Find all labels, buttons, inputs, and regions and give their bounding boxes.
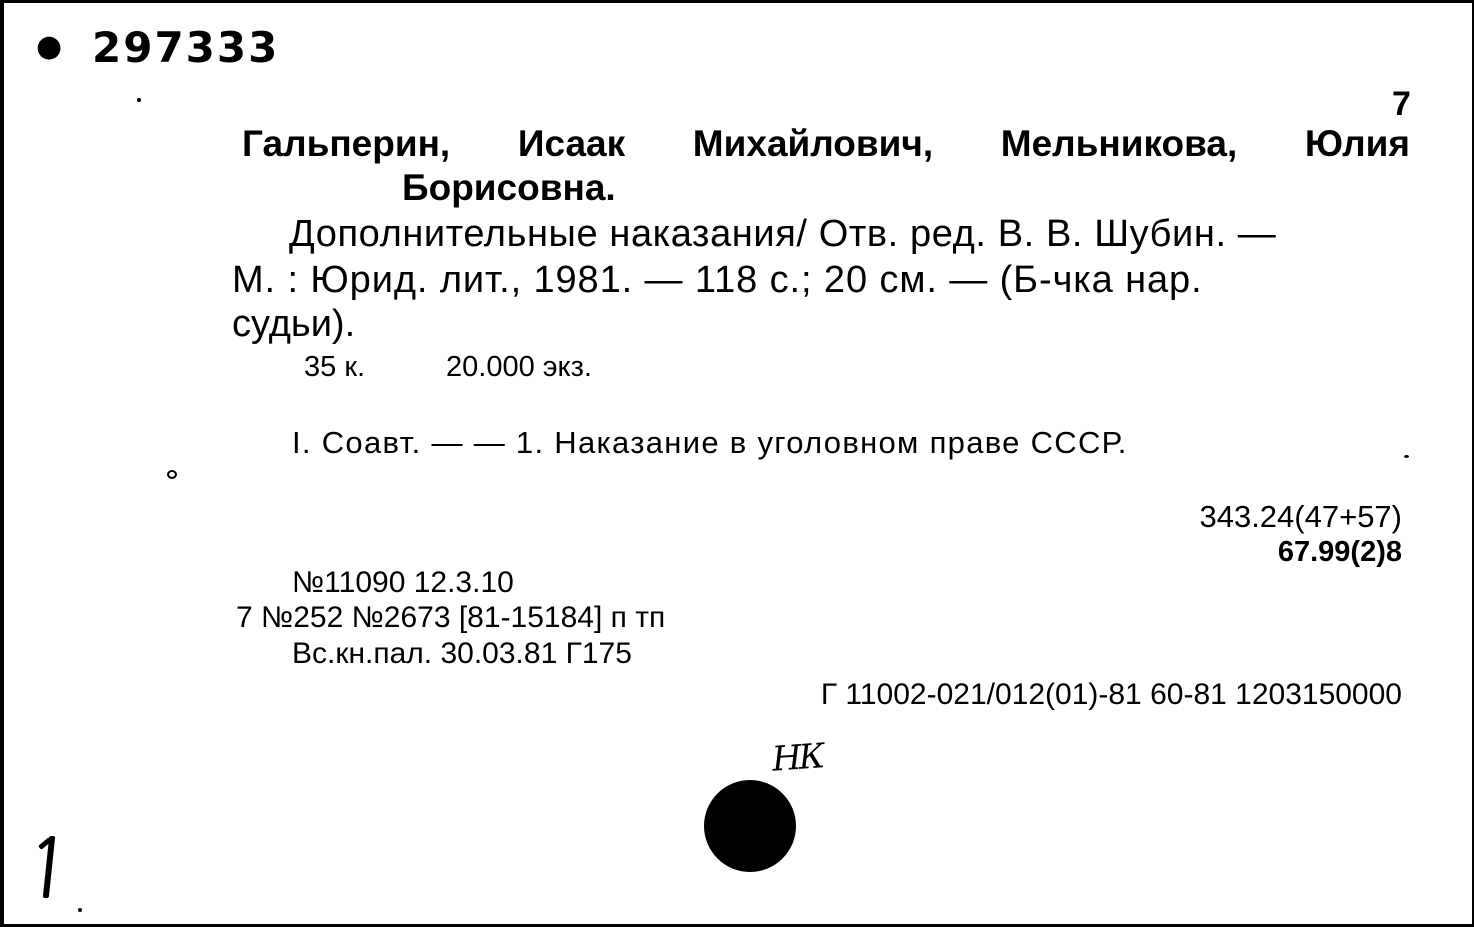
price: 35 к. xyxy=(304,351,366,383)
punch-hole xyxy=(704,780,796,872)
class-number-2: 67.99(2)8 xyxy=(1277,536,1402,568)
tracings: I. Соавт. — — 1. Наказание в уголовном праве СССР. xyxy=(292,425,1128,460)
author-heading-cont: Борисовна. xyxy=(402,167,616,208)
author-word: Гальперин, xyxy=(242,123,451,164)
author-word: Мельникова, xyxy=(1000,123,1238,164)
author-word: Исаак xyxy=(517,123,626,164)
speck xyxy=(78,908,82,912)
registry-line: Вс.кн.пал. 30.03.81 Г175 xyxy=(292,637,632,670)
author-word: Юлия xyxy=(1304,123,1410,164)
speck xyxy=(1404,455,1409,458)
speck xyxy=(167,470,177,479)
card-number: 297333 xyxy=(92,23,280,72)
title-line-3: судьи). xyxy=(232,303,356,345)
service-line: 7 №252 №2673 [81-15184] п тп xyxy=(236,601,666,634)
corner-number: 7 xyxy=(1392,85,1411,123)
copies: 20.000 экз. xyxy=(446,351,592,383)
stamp-mark: ● xyxy=(36,29,63,64)
order-line: №11090 12.3.10 xyxy=(292,566,514,599)
handwritten-initials: НК xyxy=(770,736,824,780)
title-line-2: М. : Юрид. лит., 1981. — 118 с.; 20 см. — (Б-чка нар. xyxy=(232,259,1203,301)
author-word: Михайлович, xyxy=(692,123,934,164)
speck xyxy=(137,98,141,102)
author-heading xyxy=(242,123,1410,165)
title-line-1: Дополнительные наказания/ Отв. ред. В. В. Шубин. — xyxy=(289,213,1277,255)
code-line: Г 11002-021/012(01)-81 60-81 1203150000 xyxy=(820,678,1402,711)
class-number-1: 343.24(47+57) xyxy=(1199,499,1402,534)
